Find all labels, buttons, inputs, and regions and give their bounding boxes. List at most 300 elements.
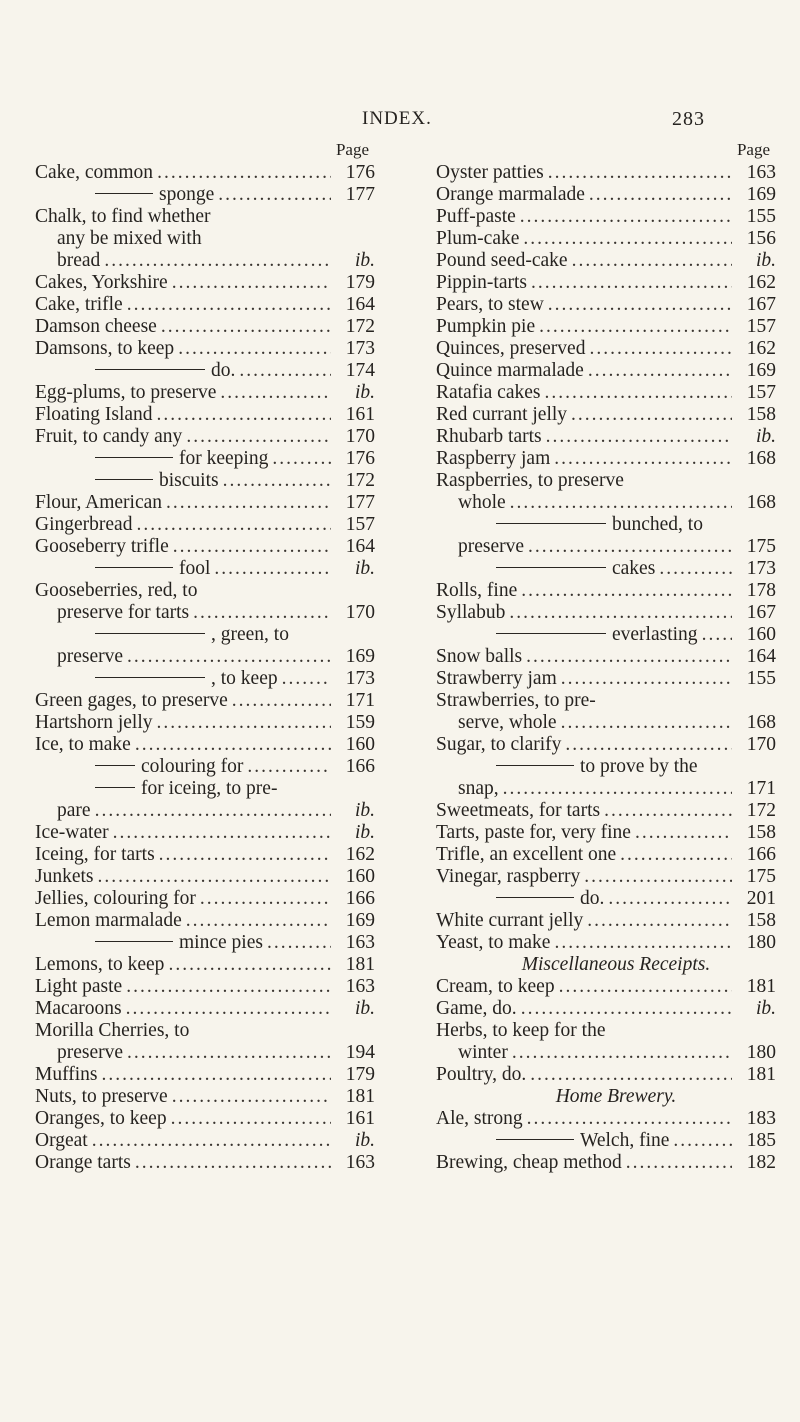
dot-leader bbox=[127, 1042, 331, 1064]
entry-text: Trifle, an excellent one bbox=[436, 844, 617, 865]
entry-text: Pears, to stew bbox=[436, 294, 544, 315]
entry-text: Pippin-tarts bbox=[436, 272, 527, 293]
ditto-dash bbox=[496, 567, 606, 568]
index-entry-row bbox=[436, 822, 776, 844]
index-entry-row bbox=[436, 712, 776, 734]
entry-text: to prove by the bbox=[580, 756, 698, 777]
section-heading-text: Home Brewery. bbox=[555, 1086, 677, 1107]
index-entry-row bbox=[35, 272, 375, 294]
entry-page-number: 163 bbox=[345, 976, 375, 997]
entry-text: Snow balls bbox=[436, 646, 523, 667]
index-entry-row bbox=[35, 712, 375, 734]
index-entry-row bbox=[35, 1108, 375, 1130]
index-entry-row bbox=[35, 404, 375, 426]
index-entry-row bbox=[436, 184, 776, 206]
entry-text: Raspberry jam bbox=[436, 448, 551, 469]
entry-text: whole bbox=[458, 492, 506, 513]
index-entry-row bbox=[436, 1108, 776, 1130]
dot-leader bbox=[548, 162, 732, 184]
index-entry bbox=[436, 382, 776, 404]
entry-page-number: 182 bbox=[746, 1152, 776, 1173]
index-entry bbox=[35, 492, 375, 514]
entry-text: Gooseberry trifle bbox=[35, 536, 169, 557]
entry-page-number: 169 bbox=[746, 184, 776, 205]
entry-text: colouring for bbox=[141, 756, 244, 777]
entry-page-number: 181 bbox=[746, 976, 776, 997]
index-entry bbox=[35, 1064, 375, 1086]
entry-text: Plum-cake bbox=[436, 228, 520, 249]
index-entry-row bbox=[35, 360, 375, 382]
index-entry bbox=[436, 580, 776, 602]
index-entry bbox=[436, 778, 776, 800]
entry-page-number: 171 bbox=[345, 690, 375, 711]
entry-text: , to keep bbox=[211, 668, 278, 689]
index-entry-row bbox=[436, 360, 776, 382]
entry-page-number: 162 bbox=[746, 338, 776, 359]
dot-leader bbox=[127, 646, 331, 668]
index-entry-row bbox=[35, 1130, 375, 1152]
index-entry bbox=[436, 338, 776, 360]
entry-text: White currant jelly bbox=[436, 910, 584, 931]
entry-page-number: 168 bbox=[746, 712, 776, 733]
entry-page-number: ib. bbox=[354, 998, 375, 1019]
entry-text: sponge bbox=[159, 184, 215, 205]
index-entry bbox=[436, 624, 776, 646]
index-entry bbox=[35, 668, 375, 690]
index-entry bbox=[436, 228, 776, 250]
dot-leader bbox=[587, 910, 732, 932]
index-entry-row bbox=[35, 316, 375, 338]
entry-text: Poultry, do. bbox=[436, 1064, 527, 1085]
entry-text: Junkets bbox=[35, 866, 94, 887]
entry-page-number: 155 bbox=[746, 668, 776, 689]
index-entry-row bbox=[35, 338, 375, 360]
index-entry bbox=[436, 756, 776, 778]
dot-leader bbox=[157, 712, 331, 734]
entry-page-number: 179 bbox=[345, 1064, 375, 1085]
dot-leader bbox=[247, 756, 331, 778]
index-entry bbox=[35, 558, 375, 580]
index-entry-row bbox=[35, 668, 375, 690]
entry-page-number: 170 bbox=[345, 602, 375, 623]
entry-text: Floating Island bbox=[35, 404, 153, 425]
index-entry-row bbox=[436, 1130, 776, 1152]
ditto-dash bbox=[496, 897, 574, 898]
dot-leader bbox=[520, 206, 732, 228]
index-entry bbox=[436, 250, 776, 272]
index-entry-row bbox=[436, 404, 776, 426]
index-entry bbox=[35, 184, 375, 206]
entry-text: Jellies, colouring for bbox=[35, 888, 196, 909]
index-entry-row bbox=[35, 778, 375, 800]
entry-text: Ratafia cakes bbox=[436, 382, 541, 403]
entry-page-number: 168 bbox=[746, 492, 776, 513]
index-entry-row bbox=[436, 536, 776, 558]
index-entry bbox=[35, 800, 375, 822]
entry-text: Cake, common bbox=[35, 162, 154, 183]
entry-text: serve, whole bbox=[458, 712, 557, 733]
entry-text: Muffins bbox=[35, 1064, 98, 1085]
entry-page-number: 158 bbox=[746, 910, 776, 931]
index-entry-row bbox=[436, 910, 776, 932]
entry-page-number: 171 bbox=[746, 778, 776, 799]
index-entry-row bbox=[35, 470, 375, 492]
entry-page-number: 173 bbox=[746, 558, 776, 579]
page-column-label: Page bbox=[335, 140, 369, 159]
entry-text: Orgeat bbox=[35, 1130, 88, 1151]
index-entry bbox=[35, 162, 375, 184]
section-heading-text: Miscellaneous Receipts. bbox=[521, 954, 711, 975]
index-entry bbox=[35, 382, 375, 404]
index-entry-row bbox=[436, 272, 776, 294]
index-entry-row bbox=[436, 338, 776, 360]
index-entry-row bbox=[436, 294, 776, 316]
index-entry-row bbox=[436, 866, 776, 888]
entry-text: winter bbox=[458, 1042, 508, 1063]
running-title: INDEX. bbox=[362, 108, 432, 129]
index-entry bbox=[35, 272, 375, 294]
entry-page-number: 163 bbox=[345, 932, 375, 953]
dot-leader bbox=[186, 910, 331, 932]
entry-page-number: 155 bbox=[746, 206, 776, 227]
dot-leader bbox=[546, 426, 732, 448]
index-entry bbox=[436, 492, 776, 514]
index-entry bbox=[35, 844, 375, 866]
index-entry-row bbox=[436, 250, 776, 272]
entry-page-number: ib. bbox=[354, 250, 375, 271]
entry-text: Pound seed-cake bbox=[436, 250, 568, 271]
index-entry bbox=[436, 162, 776, 184]
index-entry bbox=[35, 404, 375, 426]
entry-text: preserve for tarts bbox=[57, 602, 190, 623]
ditto-dash bbox=[496, 523, 606, 524]
index-entry-row bbox=[436, 668, 776, 690]
dot-leader bbox=[620, 844, 732, 866]
dot-leader bbox=[554, 448, 732, 470]
entry-text: Strawberry jam bbox=[436, 668, 557, 689]
index-entry-row bbox=[35, 866, 375, 888]
section-heading bbox=[436, 1086, 776, 1108]
index-entry bbox=[35, 1086, 375, 1108]
entry-text: Rhubarb tarts bbox=[436, 426, 542, 447]
dot-leader bbox=[548, 294, 732, 316]
entry-page-number: 162 bbox=[345, 844, 375, 865]
entry-text: Hartshorn jelly bbox=[35, 712, 153, 733]
entry-text: Fruit, to candy any bbox=[35, 426, 183, 447]
index-entry-row bbox=[436, 888, 776, 910]
index-entry bbox=[35, 514, 375, 536]
entry-page-number: 183 bbox=[746, 1108, 776, 1129]
index-entry bbox=[35, 338, 375, 360]
entry-page-number: 185 bbox=[746, 1130, 776, 1151]
entry-page-number: 180 bbox=[746, 1042, 776, 1063]
entry-page-number: 169 bbox=[345, 910, 375, 931]
index-entry-row bbox=[35, 580, 375, 602]
index-entry bbox=[436, 514, 776, 536]
dot-leader bbox=[509, 602, 732, 624]
dot-leader bbox=[272, 448, 331, 470]
dot-leader bbox=[220, 382, 331, 404]
entry-text: Red currant jelly bbox=[436, 404, 568, 425]
entry-page-number: 166 bbox=[746, 844, 776, 865]
index-entry-row bbox=[436, 844, 776, 866]
dot-leader bbox=[589, 338, 732, 360]
dot-leader bbox=[531, 272, 732, 294]
index-entry bbox=[436, 690, 776, 712]
ditto-dash bbox=[95, 479, 153, 480]
dot-leader bbox=[267, 932, 331, 954]
dot-leader bbox=[98, 866, 332, 888]
index-entry-row bbox=[436, 1152, 776, 1174]
dot-leader bbox=[157, 162, 331, 184]
section-heading bbox=[436, 954, 776, 976]
index-entry-row bbox=[436, 316, 776, 338]
ditto-dash bbox=[95, 567, 173, 568]
entry-page-number: 172 bbox=[746, 800, 776, 821]
entry-page-number: ib. bbox=[755, 250, 776, 271]
entry-page-number: 173 bbox=[345, 668, 375, 689]
entry-text: Brewing, cheap method bbox=[436, 1152, 622, 1173]
dot-leader bbox=[171, 1108, 331, 1130]
entry-text: Quince marmalade bbox=[436, 360, 584, 381]
index-entry-row bbox=[35, 1086, 375, 1108]
index-entry bbox=[35, 778, 375, 800]
index-entry bbox=[436, 316, 776, 338]
index-entry-row bbox=[436, 448, 776, 470]
entry-page-number: 160 bbox=[746, 624, 776, 645]
index-entry-row bbox=[35, 250, 375, 272]
entry-text: Oyster patties bbox=[436, 162, 544, 183]
index-entry-row bbox=[35, 514, 375, 536]
index-entry bbox=[436, 976, 776, 998]
entry-page-number: 174 bbox=[345, 360, 375, 381]
entry-page-number: 176 bbox=[345, 162, 375, 183]
index-entry bbox=[35, 954, 375, 976]
index-entry bbox=[35, 734, 375, 756]
index-entry-row bbox=[35, 1020, 375, 1042]
ditto-dash bbox=[95, 633, 205, 634]
dot-leader bbox=[521, 580, 732, 602]
index-entry-row bbox=[35, 228, 375, 250]
index-entry-row bbox=[35, 162, 375, 184]
index-entry-row bbox=[35, 492, 375, 514]
entry-text: Morilla Cherries, to bbox=[35, 1020, 190, 1041]
dot-leader bbox=[527, 1108, 732, 1130]
ditto-dash bbox=[496, 765, 574, 766]
index-entry-row bbox=[35, 206, 375, 228]
index-entry bbox=[35, 712, 375, 734]
dot-leader bbox=[588, 360, 732, 382]
dot-leader bbox=[214, 558, 331, 580]
dot-leader bbox=[559, 976, 732, 998]
index-entry bbox=[436, 844, 776, 866]
dot-leader bbox=[135, 734, 331, 756]
index-entry bbox=[35, 206, 375, 228]
index-entry-row bbox=[35, 690, 375, 712]
entry-text: preserve bbox=[57, 646, 124, 667]
entry-text: mince pies bbox=[179, 932, 263, 953]
entry-text: do. bbox=[580, 888, 605, 909]
index-column-left bbox=[35, 140, 375, 1174]
index-column-right bbox=[436, 140, 776, 1174]
index-entry bbox=[35, 976, 375, 998]
entry-page-number: 173 bbox=[345, 338, 375, 359]
entry-text: Tarts, paste for, very fine bbox=[436, 822, 631, 843]
index-entry bbox=[436, 866, 776, 888]
index-entry bbox=[35, 624, 375, 646]
entry-page-number: 159 bbox=[345, 712, 375, 733]
ditto-dash bbox=[95, 193, 153, 194]
index-entry-row bbox=[35, 822, 375, 844]
entry-page-number: 161 bbox=[345, 404, 375, 425]
index-entry bbox=[436, 448, 776, 470]
index-entry bbox=[35, 426, 375, 448]
index-entry bbox=[35, 756, 375, 778]
index-entry-row bbox=[436, 228, 776, 250]
entry-text: Rolls, fine bbox=[436, 580, 518, 601]
index-entry bbox=[436, 1042, 776, 1064]
index-entry-row bbox=[436, 646, 776, 668]
index-entry bbox=[436, 1020, 776, 1042]
ditto-dash bbox=[496, 1139, 574, 1140]
entry-page-number: 160 bbox=[345, 866, 375, 887]
entry-text: Egg-plums, to preserve bbox=[35, 382, 217, 403]
index-entry bbox=[436, 712, 776, 734]
index-entry bbox=[35, 448, 375, 470]
entry-page-number: 167 bbox=[746, 294, 776, 315]
index-entry bbox=[436, 426, 776, 448]
index-entry bbox=[35, 866, 375, 888]
entry-text: Puff-paste bbox=[436, 206, 516, 227]
entry-page-number: 163 bbox=[746, 162, 776, 183]
entry-text: Orange tarts bbox=[35, 1152, 131, 1173]
entry-text: biscuits bbox=[159, 470, 219, 491]
index-entry-row bbox=[436, 426, 776, 448]
index-entry bbox=[436, 1108, 776, 1130]
dot-leader bbox=[166, 492, 331, 514]
entry-page-number: 177 bbox=[345, 492, 375, 513]
dot-leader bbox=[95, 800, 331, 822]
index-entry-row bbox=[35, 184, 375, 206]
index-entry bbox=[436, 360, 776, 382]
dot-leader bbox=[526, 646, 732, 668]
index-entry-row bbox=[436, 976, 776, 998]
entry-text: bread bbox=[57, 250, 101, 271]
entry-text: Cream, to keep bbox=[436, 976, 555, 997]
dot-leader bbox=[113, 822, 331, 844]
entry-text: Welch, fine bbox=[580, 1130, 670, 1151]
index-entry-row bbox=[35, 558, 375, 580]
entry-text: Damson cheese bbox=[35, 316, 157, 337]
index-entry bbox=[35, 888, 375, 910]
entry-page-number: 170 bbox=[746, 734, 776, 755]
index-entry bbox=[35, 470, 375, 492]
index-entry-row bbox=[35, 426, 375, 448]
entry-text: cakes bbox=[612, 558, 656, 579]
entry-page-number: ib. bbox=[354, 382, 375, 403]
entry-text: Yeast, to make bbox=[436, 932, 551, 953]
ditto-dash bbox=[95, 787, 135, 788]
entry-page-number: ib. bbox=[354, 1130, 375, 1151]
index-entry-row bbox=[436, 778, 776, 800]
index-entry-row bbox=[35, 1064, 375, 1086]
dot-leader bbox=[159, 844, 331, 866]
dot-leader bbox=[200, 888, 331, 910]
entry-text: pare bbox=[57, 800, 91, 821]
dot-leader bbox=[126, 998, 331, 1020]
index-entry-row bbox=[35, 602, 375, 624]
dot-leader bbox=[239, 360, 331, 382]
index-entry-row bbox=[436, 382, 776, 404]
ditto-dash bbox=[95, 941, 173, 942]
dot-leader bbox=[157, 404, 331, 426]
entry-text: Gooseberries, red, to bbox=[35, 580, 198, 601]
entry-page-number: 163 bbox=[345, 1152, 375, 1173]
entry-page-number: 168 bbox=[746, 448, 776, 469]
index-entry bbox=[436, 272, 776, 294]
dot-leader bbox=[193, 602, 331, 624]
index-entry bbox=[35, 932, 375, 954]
index-entry bbox=[35, 602, 375, 624]
ditto-dash bbox=[95, 457, 173, 458]
index-entry-row bbox=[436, 932, 776, 954]
entry-text: , green, to bbox=[211, 624, 289, 645]
index-entry bbox=[35, 580, 375, 602]
index-entry-row bbox=[436, 800, 776, 822]
dot-leader bbox=[554, 932, 732, 954]
entry-page-number: 157 bbox=[746, 316, 776, 337]
dot-leader bbox=[218, 184, 331, 206]
dot-leader bbox=[503, 778, 732, 800]
index-entry bbox=[436, 910, 776, 932]
index-entry-row bbox=[436, 1086, 776, 1108]
entry-page-number: 157 bbox=[746, 382, 776, 403]
index-entry-row bbox=[436, 1042, 776, 1064]
index-entry bbox=[35, 360, 375, 382]
entry-text: snap, bbox=[458, 778, 499, 799]
entry-text: Iceing, for tarts bbox=[35, 844, 155, 865]
index-entry-row bbox=[35, 1152, 375, 1174]
entry-text: for iceing, to pre- bbox=[141, 778, 278, 799]
entry-text: Gingerbread bbox=[35, 514, 133, 535]
index-entry-row bbox=[436, 998, 776, 1020]
index-entry bbox=[436, 646, 776, 668]
index-entry-row bbox=[436, 580, 776, 602]
entry-text: Quinces, preserved bbox=[436, 338, 586, 359]
index-entry bbox=[436, 888, 776, 910]
index-entry bbox=[436, 470, 776, 492]
index-entry bbox=[35, 228, 375, 250]
dot-leader bbox=[126, 976, 331, 998]
index-entry-row bbox=[436, 558, 776, 580]
dot-leader bbox=[512, 1042, 732, 1064]
index-entry bbox=[436, 822, 776, 844]
index-entry-row bbox=[35, 1042, 375, 1064]
entry-text: preserve bbox=[458, 536, 525, 557]
dot-leader bbox=[702, 624, 732, 646]
index-entry-row bbox=[436, 954, 776, 976]
index-entry-row bbox=[35, 910, 375, 932]
dot-leader bbox=[161, 316, 331, 338]
index-entry bbox=[35, 646, 375, 668]
index-entry-row bbox=[436, 514, 776, 536]
entry-text: Strawberries, to pre- bbox=[436, 690, 596, 711]
dot-leader bbox=[136, 514, 331, 536]
dot-leader bbox=[92, 1130, 331, 1152]
index-entry bbox=[35, 998, 375, 1020]
entry-page-number: 194 bbox=[345, 1042, 375, 1063]
entry-text: Chalk, to find whether bbox=[35, 206, 211, 227]
